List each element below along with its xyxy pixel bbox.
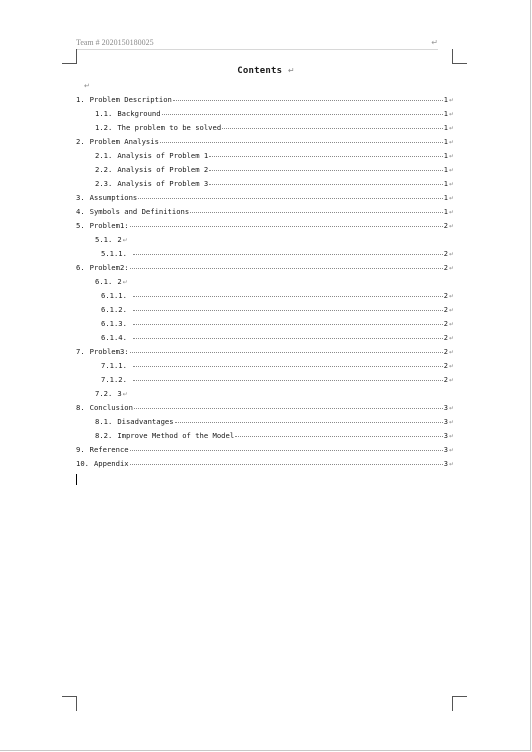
- paragraph-mark: ↵: [448, 336, 454, 342]
- toc-entry-page-number: 1: [443, 96, 448, 104]
- toc-entry-page-number: 2: [443, 264, 448, 272]
- toc-entry-page-number: 1: [443, 124, 448, 132]
- toc-entry[interactable]: [76, 417, 454, 431]
- paragraph-mark: ↵: [448, 154, 454, 160]
- toc-entry[interactable]: [76, 459, 454, 473]
- paragraph-mark: ↵: [122, 392, 128, 398]
- toc-entry-number: 5.1.1.: [101, 249, 127, 258]
- toc-entry-label: Improve Method of the Model: [117, 431, 235, 440]
- toc-entry[interactable]: [76, 123, 454, 137]
- toc-entry-label: Reference: [89, 445, 129, 454]
- toc-entry-page-number: 3: [443, 446, 448, 454]
- toc-dot-leader: [175, 422, 443, 423]
- toc-entry-number: 8.1.: [95, 417, 113, 426]
- toc-entry-number: 10.: [76, 459, 89, 468]
- toc-entry-number: 7.2.: [95, 389, 113, 398]
- paragraph-mark: ↵: [448, 112, 454, 118]
- paragraph-mark: ↵: [448, 364, 454, 370]
- toc-entry-page-number: 2: [443, 292, 448, 300]
- toc-entry[interactable]: [76, 221, 454, 235]
- toc-dot-leader: [222, 128, 443, 129]
- toc-entry[interactable]: [76, 95, 454, 109]
- toc-entry-page-number: 1: [443, 138, 448, 146]
- table-of-contents: [76, 95, 454, 473]
- toc-entry[interactable]: [76, 347, 454, 361]
- toc-entry-number: 6.1.4.: [101, 333, 127, 342]
- toc-entry-number: 2.2.: [95, 165, 113, 174]
- toc-entry[interactable]: [76, 263, 454, 277]
- toc-dot-leader: [133, 324, 443, 325]
- toc-entry-number: 9.: [76, 445, 85, 454]
- toc-entry-page-number: 2: [443, 250, 448, 258]
- paragraph-mark: ↵: [448, 182, 454, 188]
- toc-entry-page-number: 1: [443, 208, 448, 216]
- toc-entry-page-number: 2: [443, 334, 448, 342]
- paragraph-mark: ↵: [448, 350, 454, 356]
- toc-entry-page-number: 2: [443, 306, 448, 314]
- toc-dot-leader: [160, 142, 443, 143]
- toc-entry-label: The problem to be solved: [117, 123, 222, 132]
- toc-entry-label: Analysis of Problem 1: [117, 151, 209, 160]
- toc-dot-leader: [173, 100, 443, 101]
- toc-entry-page-number: 2: [443, 320, 448, 328]
- crop-mark-bottom-left: [62, 696, 77, 711]
- toc-dot-leader: [130, 268, 443, 269]
- paragraph-mark: ↵: [448, 126, 454, 132]
- paragraph-mark: ↵: [122, 238, 128, 244]
- toc-entry[interactable]: [76, 305, 454, 319]
- toc-dot-leader: [209, 184, 443, 185]
- toc-entry-label: Problem2:: [89, 263, 129, 272]
- toc-entry-number: 6.1.3.: [101, 319, 127, 328]
- toc-entry-number: 1.2.: [95, 123, 113, 132]
- paragraph-mark: ↵: [448, 210, 454, 216]
- toc-entry-number: 3.: [76, 193, 85, 202]
- toc-entry[interactable]: [76, 193, 454, 207]
- toc-entry-page-number: 1: [443, 166, 448, 174]
- toc-entry-label: Problem3:: [89, 347, 129, 356]
- toc-entry-number: 1.: [76, 95, 85, 104]
- toc-entry-label: Analysis of Problem 2: [117, 165, 209, 174]
- paragraph-mark: ↵: [448, 406, 454, 412]
- paragraph-mark: ↵: [448, 448, 454, 454]
- toc-dot-leader: [130, 464, 443, 465]
- toc-dot-leader: [162, 114, 443, 115]
- toc-entry-number: 2.1.: [95, 151, 113, 160]
- toc-entry-label: Assumptions: [89, 193, 138, 202]
- paragraph-mark: ↵: [448, 462, 454, 468]
- toc-dot-leader: [235, 436, 443, 437]
- toc-entry[interactable]: [76, 445, 454, 459]
- toc-entry[interactable]: [76, 361, 454, 375]
- toc-entry-page-number: 2: [443, 376, 448, 384]
- toc-entry-number: 1.1.: [95, 109, 113, 118]
- toc-entry-label: Background: [117, 109, 161, 118]
- toc-entry-label: 3: [117, 389, 122, 398]
- toc-dot-leader: [209, 170, 443, 171]
- toc-entry-page-number: 1: [443, 180, 448, 188]
- toc-entry[interactable]: [76, 207, 454, 221]
- toc-entry-number: 2.3.: [95, 179, 113, 188]
- toc-entry[interactable]: [76, 137, 454, 151]
- paragraph-mark: ↵: [448, 140, 454, 146]
- toc-entry-page-number: 1: [443, 194, 448, 202]
- toc-entry-page-number: 1: [443, 152, 448, 160]
- toc-entry-number: 4.: [76, 207, 85, 216]
- toc-entry[interactable]: [76, 319, 454, 333]
- toc-entry-label: 2: [117, 235, 122, 244]
- toc-entry-label: Disadvantages: [117, 417, 174, 426]
- paragraph-mark: ↵: [448, 434, 454, 440]
- toc-entry-label: Conclusion: [89, 403, 133, 412]
- paragraph-mark: ↵: [448, 294, 454, 300]
- paragraph-mark: ↵: [448, 196, 454, 202]
- toc-dot-leader: [133, 254, 443, 255]
- toc-dot-leader: [138, 198, 442, 199]
- toc-dot-leader: [133, 310, 443, 311]
- toc-entry-page-number: 3: [443, 432, 448, 440]
- blank-paragraph-mark: ↵: [84, 83, 90, 90]
- paragraph-mark: ↵: [448, 168, 454, 174]
- toc-entry-number: 7.1.1.: [101, 361, 127, 370]
- toc-entry[interactable]: [76, 389, 454, 403]
- toc-entry[interactable]: [76, 277, 454, 291]
- toc-entry[interactable]: [76, 291, 454, 305]
- toc-entry-label: Appendix: [93, 459, 129, 468]
- toc-dot-leader: [133, 366, 443, 367]
- crop-mark-top-left: [62, 49, 77, 64]
- toc-entry[interactable]: [76, 375, 454, 389]
- toc-entry-number: 6.1.2.: [101, 305, 127, 314]
- toc-title: [0, 66, 532, 76]
- header-paragraph-mark: ↵: [431, 38, 438, 47]
- paragraph-mark: ↵: [122, 280, 128, 286]
- toc-entry-number: 5.: [76, 221, 85, 230]
- toc-dot-leader: [134, 408, 443, 409]
- toc-entry[interactable]: [76, 333, 454, 347]
- toc-entry[interactable]: [76, 165, 454, 179]
- toc-entry-number: 2.: [76, 137, 85, 146]
- toc-dot-leader: [209, 156, 443, 157]
- toc-entry-page-number: 3: [443, 460, 448, 468]
- toc-entry-number: 5.1.: [95, 235, 113, 244]
- toc-dot-leader: [133, 338, 443, 339]
- toc-entry[interactable]: [76, 249, 454, 263]
- toc-entry[interactable]: [76, 109, 454, 123]
- toc-entry-page-number: 2: [443, 348, 448, 356]
- paragraph-mark: ↵: [448, 378, 454, 384]
- toc-dot-leader: [133, 296, 443, 297]
- toc-dot-leader: [133, 380, 443, 381]
- text-cursor: [76, 474, 77, 485]
- toc-title-paragraph-mark: ↵: [287, 66, 295, 75]
- toc-entry-label: Symbols and Definitions: [89, 207, 190, 216]
- toc-entry-page-number: 3: [443, 418, 448, 426]
- toc-entry-page-number: 3: [443, 404, 448, 412]
- toc-entry[interactable]: [76, 235, 454, 249]
- toc-entry-number: 7.1.2.: [101, 375, 127, 384]
- toc-dot-leader: [130, 352, 443, 353]
- crop-mark-bottom-right: [452, 696, 467, 711]
- paragraph-mark: ↵: [448, 224, 454, 230]
- toc-entry[interactable]: [76, 431, 454, 445]
- toc-entry-number: 8.2.: [95, 431, 113, 440]
- toc-entry[interactable]: [76, 403, 454, 417]
- toc-entry-page-number: 2: [443, 362, 448, 370]
- toc-entry[interactable]: [76, 179, 454, 193]
- toc-dot-leader: [190, 212, 443, 213]
- crop-mark-top-right: [452, 49, 467, 64]
- paragraph-mark: ↵: [448, 98, 454, 104]
- toc-entry-number: 6.: [76, 263, 85, 272]
- toc-entry-label: Problem1:: [89, 221, 129, 230]
- toc-dot-leader: [130, 226, 443, 227]
- toc-entry-number: 6.1.: [95, 277, 113, 286]
- paragraph-mark: ↵: [448, 266, 454, 272]
- toc-entry-label: Problem Analysis: [89, 137, 159, 146]
- toc-entry-number: 7.: [76, 347, 85, 356]
- toc-entry-label: 2: [117, 277, 122, 286]
- header-team-number: Team # 2020150180025: [76, 38, 154, 47]
- toc-entry-number: 6.1.1.: [101, 291, 127, 300]
- toc-dot-leader: [130, 450, 443, 451]
- paragraph-mark: ↵: [448, 252, 454, 258]
- toc-entry-number: 8.: [76, 403, 85, 412]
- toc-entry-label: Problem Description: [89, 95, 172, 104]
- toc-title-text: Contents: [237, 66, 283, 76]
- page-header: [76, 38, 438, 50]
- paragraph-mark: ↵: [448, 322, 454, 328]
- toc-entry-page-number: 2: [443, 222, 448, 230]
- paragraph-mark: ↵: [448, 420, 454, 426]
- toc-entry-label: Analysis of Problem 3: [117, 179, 209, 188]
- paragraph-mark: ↵: [448, 308, 454, 314]
- toc-entry[interactable]: [76, 151, 454, 165]
- toc-entry-page-number: 1: [443, 110, 448, 118]
